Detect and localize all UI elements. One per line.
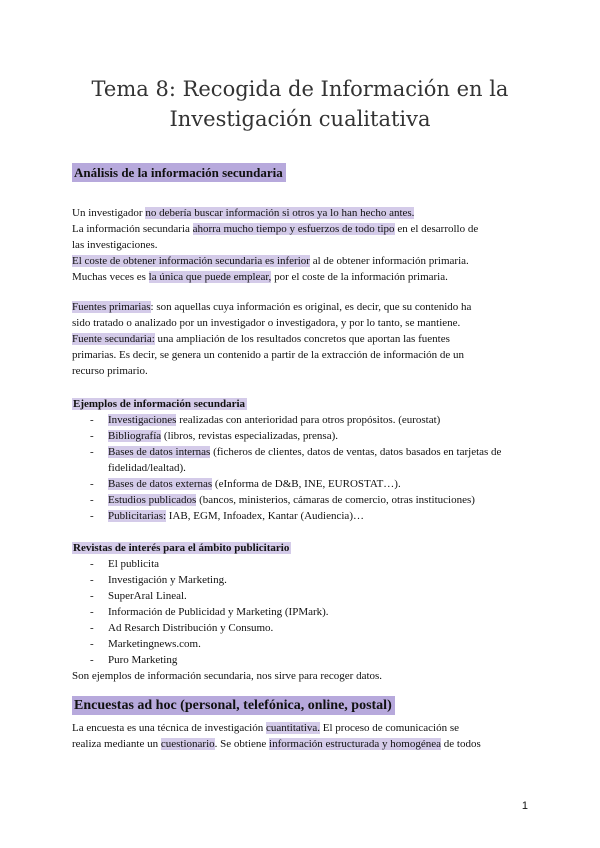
- examples-list: [72, 412, 528, 524]
- paragraph-sources: Fuentes primarias: son aquellas cuya información es original, es decir, que su contenido ha sido tratado o analizado por un investigador o investigadora, y por lo tanto, se mantiene. Fuente secundaria: una ampliación de los resultados concretos que aportan las fuentes primarias. Es decir, se genera un contenido a partir de la extracción de información de un recurso primario.: [72, 301, 472, 377]
- list-item: - Investigaciones realizadas con anterioridad para otros propósitos. (eurostat): [72, 412, 528, 428]
- list-item: - Puro Marketing: [72, 652, 528, 668]
- list-item: - Bases de datos internas (ficheros de clientes, datos de ventas, datos basados en tarjetas de fidelidad/lealtad).: [72, 444, 528, 476]
- document-title: [60, 74, 540, 134]
- list-item: - Bibliografía (libros, revistas especializadas, prensa).: [72, 428, 528, 444]
- list-item: - SuperAral Lineal.: [72, 588, 528, 604]
- magazines-closing: Son ejemplos de información secundaria, nos sirve para recoger datos.: [72, 670, 383, 682]
- magazines-list: [72, 556, 528, 668]
- list-item: - Información de Publicidad y Marketing (IPMark).: [72, 604, 528, 620]
- paragraph-secondary-info: Un investigador no debería buscar información si otros ya lo han hecho antes. La información secundaria ahorra mucho tiempo y esfuerzos de todo tipo en el desarrollo de las investigaciones. El coste de obtener información secundaria es inferior al de obtener información primaria. Muchas veces es la única que puede emplear, por el coste de la información primaria.: [72, 207, 479, 283]
- magazines-heading: Revistas de interés para el ámbito publicitario: [73, 542, 290, 554]
- list-item: - Estudios publicados (bancos, ministerios, cámaras de comercio, otras instituciones): [72, 492, 528, 508]
- paragraph-surveys: La encuesta es una técnica de investigación cuantitativa. El proceso de comunicación se realiza mediante un cuestionario. Se obtiene información estructurada y homogénea de todos: [72, 722, 481, 750]
- list-item: - Bases de datos externas (eInforma de D&B, INE, EUROSTAT…).: [72, 476, 528, 492]
- list-item: - Investigación y Marketing.: [72, 572, 528, 588]
- list-item: - Ad Resarch Distribución y Consumo.: [72, 620, 528, 636]
- list-item: - Marketingnews.com.: [72, 636, 528, 652]
- section-heading-surveys: Encuestas ad hoc (personal, telefónica, online, postal): [72, 698, 395, 714]
- title-line-2: Investigación cualitativa: [169, 107, 431, 131]
- page-number: 1: [521, 800, 528, 812]
- examples-heading: Ejemplos de información secundaria: [73, 398, 246, 410]
- section-heading-secondary-info: Análisis de la información secundaria: [72, 165, 286, 181]
- list-item: - Publicitarias: IAB, EGM, Infoadex, Kantar (Audiencia)…: [72, 508, 528, 524]
- list-item: - El publicita: [72, 556, 528, 572]
- title-line-1: Tema 8: Recogida de Información en la: [91, 77, 509, 101]
